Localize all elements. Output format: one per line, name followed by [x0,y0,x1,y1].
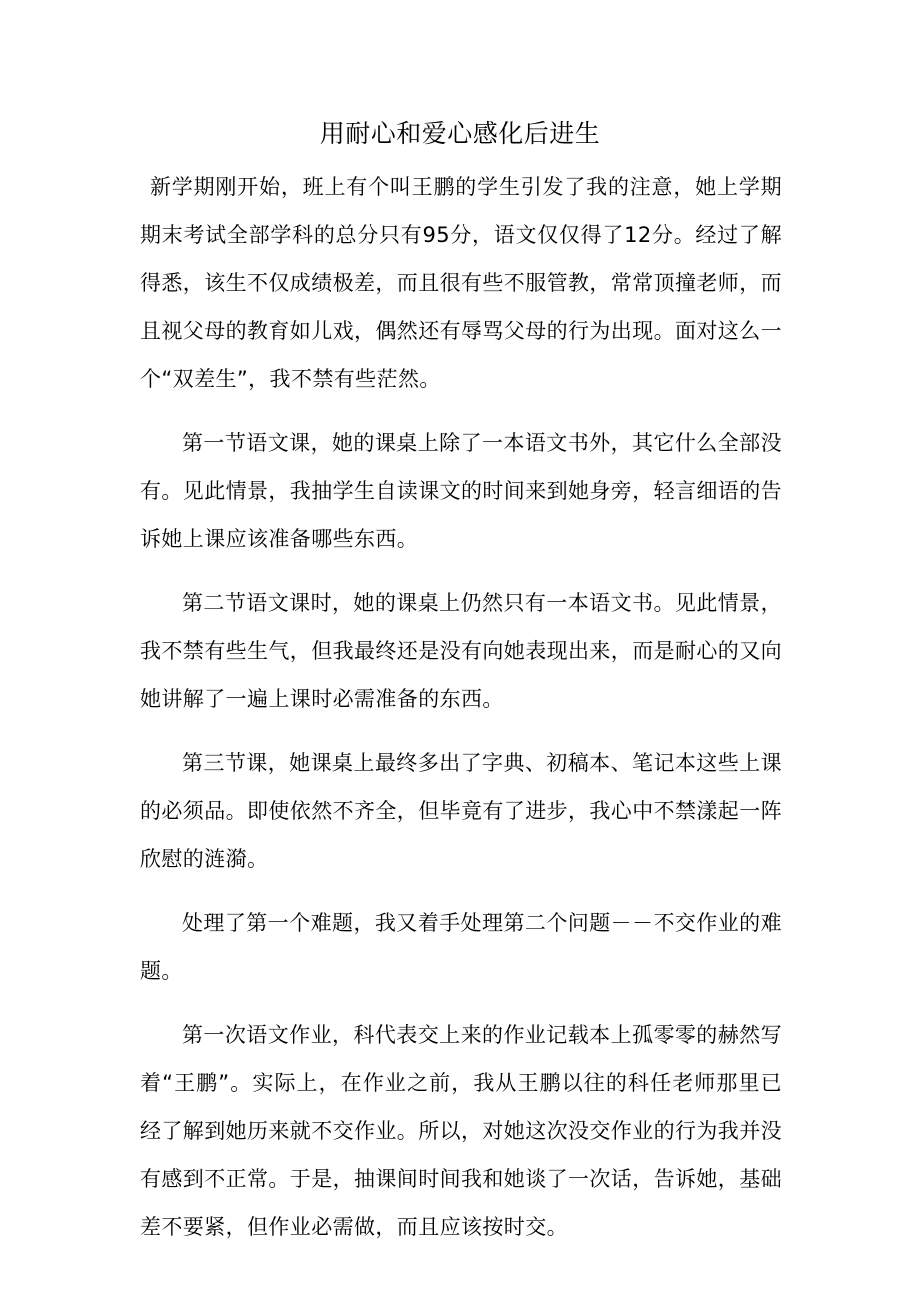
paragraph-1: 新学期刚开始，班上有个叫王鹏的学生引发了我的注意，她上学期期末考试全部学科的总分只有95分，语文仅仅得了12分。经过了解得悉，该生不仅成绩极差，而且很有些不服管教，常常顶撞老师，而且视父母的教育如儿戏，偶然还有辱骂父母的行为出现。面对这么一个“双差生”，我不禁有些茫然。 [140,175,782,391]
paragraph-5: 处理了第一个难题，我又着手处理第二个问题－－不交作业的难题。 [140,911,782,983]
document-title: 用耐心和爱心感化后进生 [319,119,601,148]
paragraph-2: 第一节语文课，她的课桌上除了一本语文书外，其它什么全部没有。见此情景，我抽学生自读课文的时间来到她身旁，轻言细语的告诉她上课应该准备哪些东西。 [140,431,782,551]
paragraph-6: 第一次语文作业，科代表交上来的作业记载本上孤零零的赫然写着“王鹏”。实际上，在作业之前，我从王鹏以往的科任老师那里已经了解到她历来就不交作业。所以，对她这次没交作业的行为我并没有感到不正常。于是，抽课间时间我和她谈了一次话，告诉她，基础差不要紧，但作业必需做，而且应该按时交。 [140,1023,782,1239]
paragraph-3: 第二节语文课时，她的课桌上仍然只有一本语文书。见此情景，我不禁有些生气，但我最终还是没有向她表现出来，而是耐心的又向她讲解了一遍上课时必需准备的东西。 [140,591,782,711]
document-body [140,163,782,1267]
paragraph-4: 第三节课，她课桌上最终多出了字典、初稿本、笔记本这些上课的必须品。即使依然不齐全，但毕竟有了进步，我心中不禁漾起一阵欣慰的涟漪。 [140,751,782,871]
